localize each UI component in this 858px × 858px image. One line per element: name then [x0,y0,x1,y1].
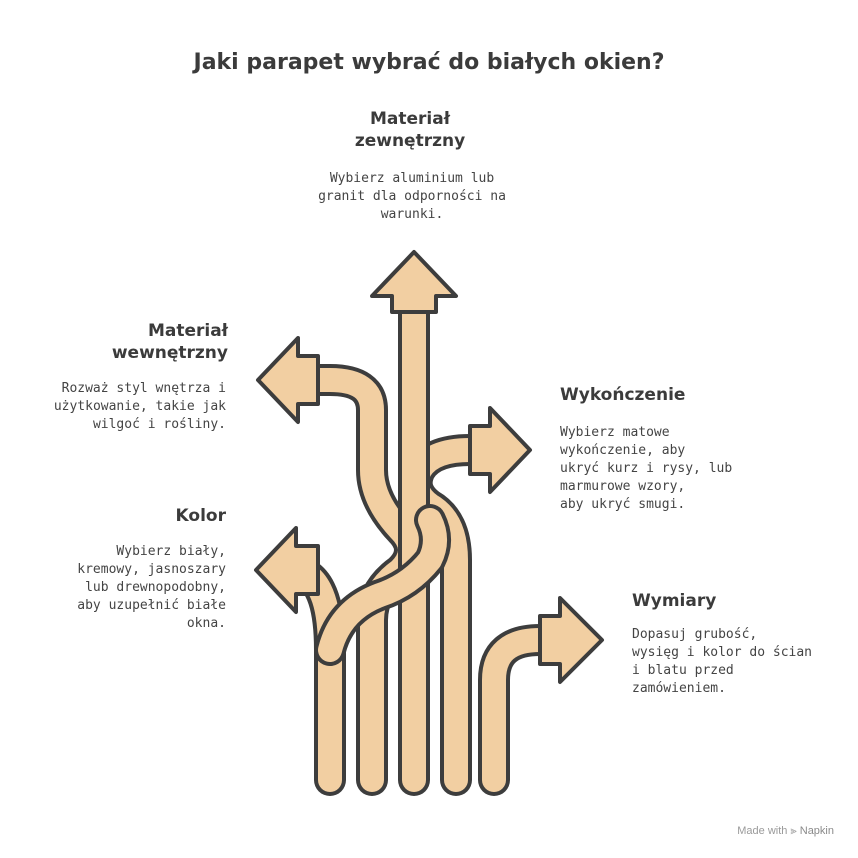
desc-line: granit dla odporności na [318,189,506,204]
desc-line: użytkowanie, takie jak [53,399,226,414]
desc-line: Wybierz aluminium lub [329,171,495,186]
desc-line: wysięg i kolor do ścian [632,645,813,660]
finish-arrow [417,408,530,780]
desc-line: Wybierz matowe [560,425,670,440]
desc-line: Dopasuj grubość, [632,627,758,642]
desc-line: aby uzupełnić białe [77,598,226,613]
desc-line: aby ukryć smugi. [560,497,686,512]
made-with-napkin-footer [737,825,834,838]
exterior-heading-line1: Materiał [369,109,451,129]
napkin-brand: Napkin [799,825,834,837]
exterior-heading-line2: zewnętrzny [354,131,466,151]
dimensions-heading: Wymiary [632,591,717,611]
finish-heading: Wykończenie [560,385,686,405]
desc-line: okna. [186,616,226,631]
desc-line: wilgoć i rośliny. [92,417,226,432]
desc-line: wykończenie, aby [560,443,686,458]
desc-line: i blatu przed [632,663,734,678]
desc-line: ukryć kurz i rysy, lub [560,461,733,476]
dimensions-arrow [494,598,602,780]
desc-line: Rozważ styl wnętrza i [61,381,226,396]
color-heading: Kolor [175,506,226,526]
napkin-logo-icon: ⫸ [790,825,797,837]
interior-heading-line1: Materiał [147,321,228,341]
desc-line: lub drewnopodobny, [85,580,226,595]
desc-line: Wybierz biały, [116,544,226,559]
page-title: Jaki parapet wybrać do białych okien? [193,50,665,75]
desc-line: marmurowe wzory, [560,479,686,494]
desc-line: warunki. [380,207,444,222]
interior-heading-line2: wewnętrzny [111,343,228,363]
desc-line: kremowy, jasnoszary [77,562,226,577]
desc-line: zamówieniem. [632,681,726,696]
made-with-label: Made with [737,825,788,837]
